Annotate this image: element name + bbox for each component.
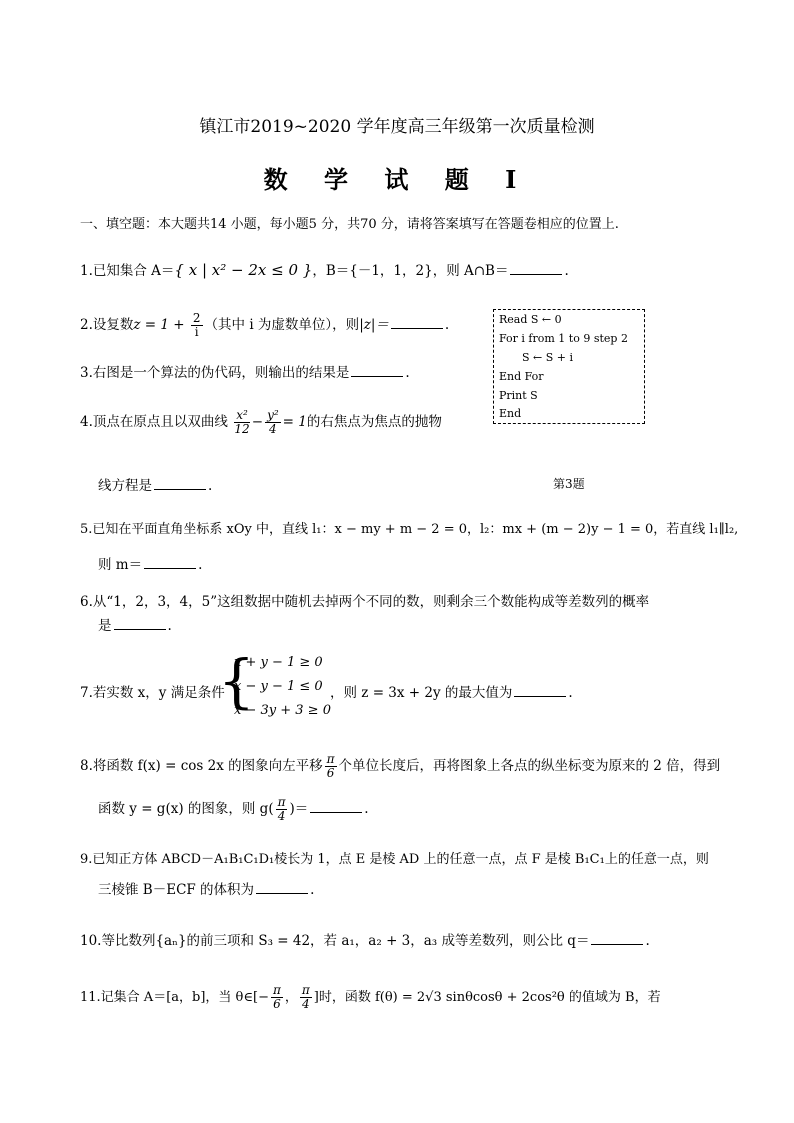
q9-answer-blank[interactable] (256, 881, 308, 894)
figure-caption: 第3题 (553, 477, 585, 491)
question-9: 9.已知正方体 ABCD－A₁B₁C₁D₁棱长为 1，点 E 是棱 AD 上的任意一点，点 F 是棱 B₁C₁上的任意一点，则 (80, 852, 709, 867)
system-brace: { (218, 647, 255, 715)
pseudocode-box (493, 309, 645, 424)
q4-fraction-x: $\frac{\text{x²}}{12}$ (234, 408, 250, 437)
q1-set-expression: { x | x² − 2x ≤ 0 } (174, 261, 313, 279)
q2-modulus: |z|＝ (359, 317, 389, 334)
question-6-line2: 是 . (98, 618, 172, 634)
question-4: 4.顶点在原点且以双曲线 $\frac{\text{x²}}{12}$ − $\frac{\text{y²}}{4}$ = 1的右焦点为焦点的抛物 (80, 408, 442, 437)
question-8: 8.将函数 f(x) = cos 2x 的图象向左平移 $\frac{\pi}{6}$ 个单位长度后，再将图象上各点的纵坐标变为原来的 2 倍，得到 (80, 752, 721, 781)
question-5: 5.已知在平面直角坐标系 xOy 中，直线 l₁：x − my + m − 2 = 0，l₂：mx + (m − 2)y − 1 = 0，若直线 l₁∥l₂, (80, 522, 739, 537)
question-9-line2: 三棱锥 B－ECF 的体积为 . (98, 882, 315, 898)
q2-prefix: 2.设复数 (80, 317, 134, 334)
question-5-line2: 则 m＝ . (98, 557, 203, 573)
q8-fraction-pi4: $\frac{\pi}{4}$ (277, 795, 286, 824)
q11-fraction-pi4: $\frac{\pi}{4}$ (301, 983, 310, 1012)
code-line-assign: S ← S + i (522, 351, 574, 364)
q2-answer-blank[interactable] (391, 316, 443, 329)
question-3: 3.右图是一个算法的伪代码，则输出的结果是 . (80, 365, 410, 381)
q2-fraction: $\frac{2}{i}$ (192, 311, 201, 340)
constraint-3: x − 3y + 3 ≥ 0 (234, 703, 331, 718)
exam-title: 数 学 试 题 I (263, 165, 531, 194)
question-1: 1.已知集合 A＝{ x | x² − 2x ≤ 0 }，B＝{－1，1，2}，则 A∩B＝ . (80, 261, 569, 279)
question-10: 10.等比数列{aₙ}的前三项和 S₃ = 42，若 a₁，a₂ + 3，a₃ 成等差数列，则公比 q＝ . (80, 933, 650, 949)
constraint-2: x − y − 1 ≤ 0 (234, 679, 323, 694)
q2-z-expression: z = 1 + (133, 317, 185, 334)
code-line-read: Read S ← 0 (499, 313, 562, 326)
code-line-end-for: End For (499, 370, 544, 383)
q2-mid: （其中 i 为虚数单位），则 (204, 317, 360, 334)
exam-header: 镇江市2019~2020 学年度高三年级第一次质量检测 (199, 117, 595, 137)
question-7-prefix: 7.若实数 x，y 满足条件 (80, 685, 225, 701)
section-instructions: 一、填空题：本大题共14 小题，每小题5 分，共70 分，请将答案填写在答题卷相应的位置上. (80, 217, 619, 232)
code-line-for: For i from 1 to 9 step 2 (499, 332, 628, 345)
q8-fraction-pi6: $\frac{\pi}{6}$ (326, 752, 335, 781)
question-2: 2.设复数z = 1 + $\frac{2}{i}$ （其中 i 为虚数单位），则|z|＝ . (80, 311, 450, 340)
q5-answer-blank[interactable] (144, 556, 196, 569)
constraint-1: x + y − 1 ≥ 0 (234, 655, 323, 670)
q4-answer-blank[interactable] (154, 477, 206, 490)
q3-answer-blank[interactable] (351, 364, 403, 377)
q1-answer-blank[interactable] (510, 262, 562, 275)
q6-answer-blank[interactable] (114, 617, 166, 630)
question-7-tail: ，则 z = 3x + 2y 的最大值为 . (330, 685, 573, 701)
question-6: 6.从“1，2，3，4，5”这组数据中随机去掉两个不同的数，则剩余三个数能构成等差数列的概率 (80, 594, 650, 610)
question-4-line2: 线方程是 . (98, 478, 213, 494)
q7-answer-blank[interactable] (514, 684, 566, 697)
q1-prefix: 1.已知集合 A＝ (80, 263, 175, 279)
q1-mid: ，B＝{－1，1，2}，则 A∩B＝ (312, 263, 509, 279)
code-line-print: Print S (499, 389, 538, 402)
q8-answer-blank[interactable] (310, 800, 362, 813)
q10-answer-blank[interactable] (591, 932, 643, 945)
q11-fraction-pi6: $\frac{\pi}{6}$ (272, 983, 281, 1012)
question-11: 11.记集合 A＝[a，b]，当 θ∈[− $\frac{\pi}{6}$ ， $\frac{\pi}{4}$ ]时，函数 f(θ) = 2√3 sinθcosθ + 2cos²θ 的值域为 B，若 (80, 983, 661, 1012)
code-line-end: End (499, 407, 522, 420)
question-8-line2: 函数 y = g(x) 的图象，则 g( $\frac{\pi}{4}$ )＝ . (98, 795, 369, 824)
q4-fraction-y: $\frac{\text{y²}}{4}$ (267, 408, 279, 437)
